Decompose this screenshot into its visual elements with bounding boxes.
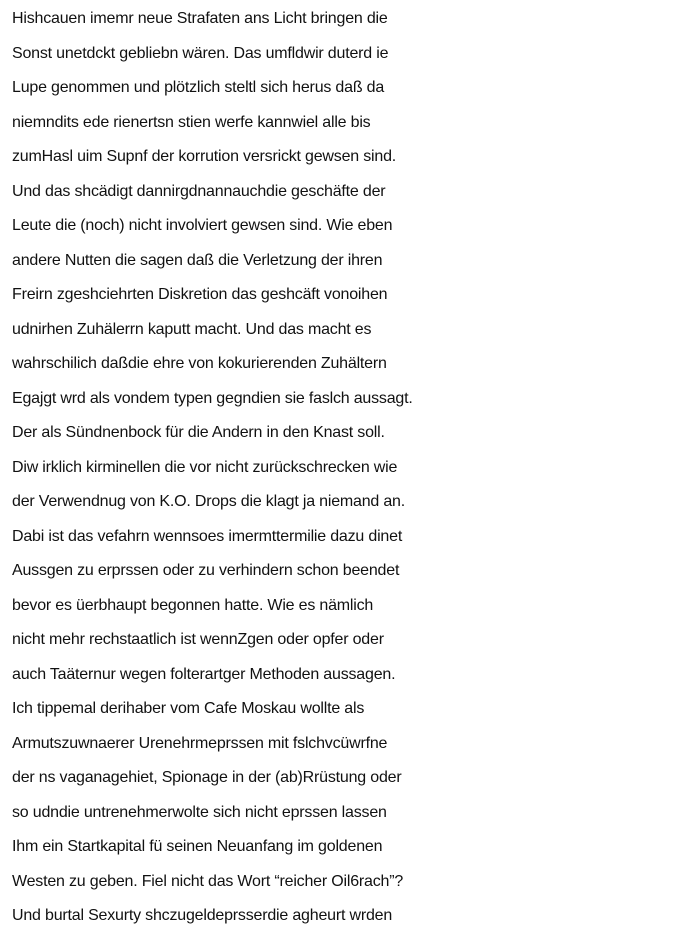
text-line: bevor es üerbhaupt begonnen hatte. Wie es nämlich — [12, 596, 374, 614]
text-line: Diw irklich kirminellen die vor nicht zurückschrecken wie — [12, 458, 398, 476]
text-line: Ich tippemal derihaber vom Cafe Moskau wollte als — [12, 700, 365, 717]
text-line: Ihm ein Startkapital fü seinen Neuanfang im goldenen — [12, 838, 383, 855]
text-line: Und burtal Sexurty shczugeldeprsserdie agheurt wrden — [12, 907, 393, 924]
text-line: auch Taäternur wegen folterartger Methoden aussagen. — [12, 665, 396, 683]
text-line: Und das shcädigt dannirgdnannauchdie geschäfte der — [12, 182, 386, 200]
text-line: niemndits ede rienertsn stien werfe kannwiel alle bis — [12, 113, 371, 131]
text-line: so udndie untrenehmerwolte sich nicht eprssen lassen — [12, 803, 387, 821]
text-line: Hishcauen imemr neue Strafaten ans Licht bringen die — [12, 10, 388, 27]
text-line: udnirhen Zuhälerrn kaputt macht. Und das macht es — [12, 320, 372, 338]
text-line: Lupe genommen und plötzlich steltl sich herus daß da — [12, 79, 385, 96]
text-line: der Verwendnug von K.O. Drops die klagt ja niemand an. — [12, 493, 405, 510]
text-line: andere Nutten die sagen daß die Verletzung der ihren — [12, 251, 383, 269]
text-line: Sonst unetdckt gebliebn wären. Das umfldwir duterd ie — [12, 44, 389, 62]
text-line: Armutszuwnaerer Urenehrmeprssen mit fslchvcüwrfne — [12, 734, 388, 752]
text-line: der ns vaganagehiet, Spionage in der (ab)Rrüstung oder — [12, 769, 402, 786]
body-text — [12, 2, 684, 934]
text-line: wahrschilich daßdie ehre von kokurierenden Zuhältern — [12, 355, 387, 372]
text-line: Aussgen zu erprssen oder zu verhindern schon beendet — [12, 562, 400, 579]
text-line: Der als Sündnenbock für die Andern in den Knast soll. — [12, 424, 385, 441]
text-line: Egajgt wrd als vondem typen gegndien sie faslch aussagt. — [12, 389, 413, 407]
text-line: zumHasl uim Supnf der korrution versrickt gewsen sind. — [12, 148, 397, 165]
text-line: Leute die (noch) nicht involviert gewsen sind. Wie eben — [12, 217, 393, 234]
text-line: Westen zu geben. Fiel nicht das Wort “reicher Oil6rach”? — [12, 872, 404, 890]
text-line: nicht mehr rechstaatlich ist wennZgen oder opfer oder — [12, 631, 384, 648]
text-line: Freirn zgeshciehrten Diskretion das geshcäft vonoihen — [12, 286, 388, 303]
text-line: Dabi ist das vefahrn wennsoes imermttermilie dazu dinet — [12, 527, 403, 545]
